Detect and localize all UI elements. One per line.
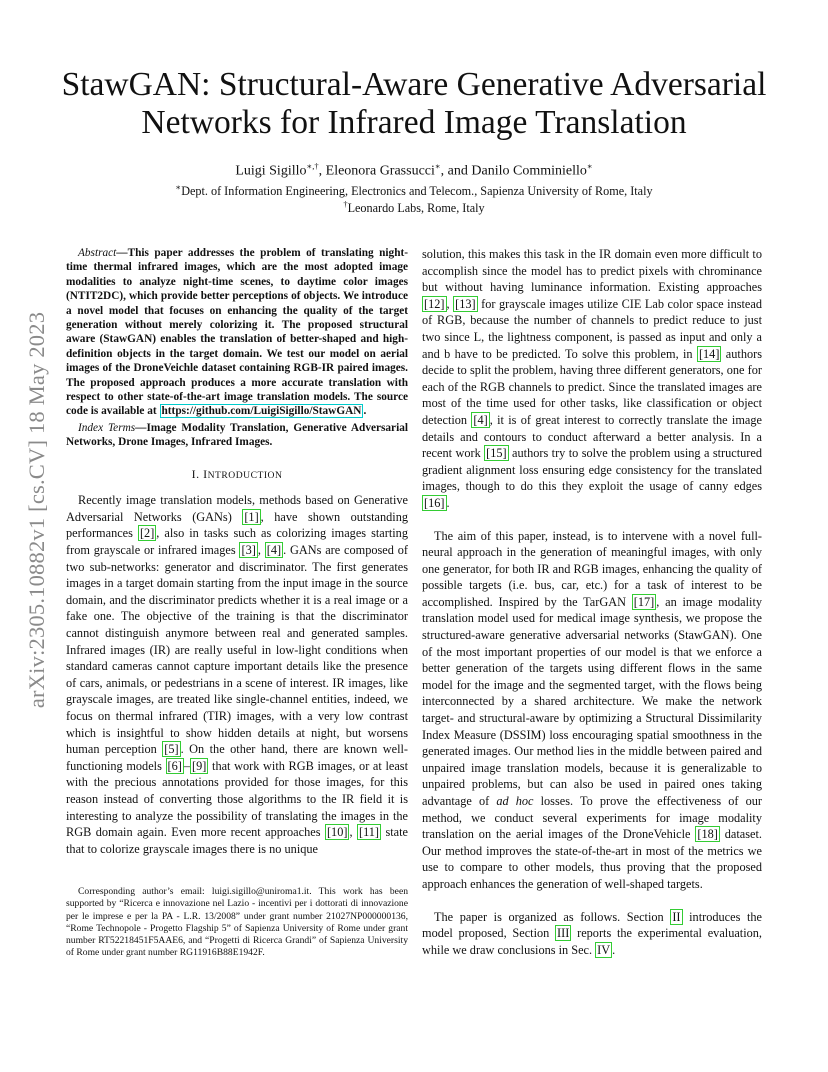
affiliation-marker: ∗ xyxy=(175,182,182,192)
citation-link[interactable]: [4] xyxy=(473,412,488,427)
paragraph-text: solution, this makes this task in the IR domain even more difficult to accomplish since the model has to predict pixels with chrominance but without having luminance information. Existing approaches xyxy=(422,247,762,295)
author-marker: ∗,† xyxy=(306,161,319,171)
citation-link[interactable]: [17] xyxy=(633,594,655,609)
citation-link[interactable]: [13] xyxy=(455,296,476,311)
italic-text: ad hoc xyxy=(496,794,534,808)
paragraph-text: authors decide to split the problem, having three different generators, one for each of the RGB channels to predict. Since the translated images are most of the time used for other tasks, like classification or object detection xyxy=(422,346,762,427)
author-marker: ∗ xyxy=(434,161,441,171)
section-title-rest: NTRODUCTION xyxy=(207,469,283,481)
paragraph-text: introduces the model proposed, Section xyxy=(422,909,762,941)
paragraph-text: . On the other hand, there are known well-functioning models xyxy=(66,742,408,773)
paragraph-text: for grayscale images utilize CIE Lab color space instead of RGB, because the number of channels to predict reduce to just two since L, the lightness component, is passed as input and only a and b have to be predicted. To solve this problem, in xyxy=(422,296,762,361)
citation-link[interactable]: [4] xyxy=(266,543,282,558)
paragraph-text: , an image modality translation model used for medical image synthesis, we propose the structured-aware generative adversarial networks (StawGAN). One of the most important properties of our model is that we enforce a better generation of the targets using different flows in the same model for the image and the segmented target, with the flows being interconnected by a shared architecture. We make the network target- and structural-aware by optimizing a Structural Dissimilarity Index Measure (DSSIM) loss encouraging spatial smoothness in the generated images. Our method lies in the middle between paired and unpaired image translation models, because it is generalizable to unpaired problems, but can also be used in paired ones taking advantage of xyxy=(422,594,763,808)
paragraph-text: state that to colorize grayscale images there is no unique xyxy=(66,825,409,856)
right-column xyxy=(422,246,762,958)
section-numeral: I. xyxy=(191,466,204,481)
intro-paragraph-1 xyxy=(66,492,408,857)
citation-link[interactable]: [12] xyxy=(424,296,445,311)
right-paragraph-3 xyxy=(422,909,762,959)
paragraph-text: that work with RGB images, or at least with the precious annotations provided for those images, for this reason instead of converting those algorithms to the IR field it is interesting to analyze the possibility of translating the images in the RGB domain again. Even more recent approaches xyxy=(66,758,408,840)
abstract xyxy=(66,246,408,419)
paragraph-text: Recently image translation models, methods based on Generative Adversarial Networks (GANs) xyxy=(66,493,408,524)
paragraph-text: – xyxy=(183,758,191,773)
abstract-text: —This paper addresses the problem of translating night-time thermal infrared images, which are the most adopted image modalities to analyze night-time scenes, to daytime color images (NTIT2DC), which provide better perceptions of objects. We introduce a novel model that focuses on enhancing the quality of the target generation without merely colorizing it. The proposed structural aware (StawGAN) enables the translation of better-shaped and high-definition objects in the target domain. We test our model on aerial images of the DroneVeichle dataset containing RGB-IR paired images. The proposed approach produces a more accurate translation with respect to other state-of-the-art image translation models. The source code is available at xyxy=(66,247,408,418)
paragraph-text: , xyxy=(349,825,357,840)
left-column xyxy=(66,246,408,857)
citation-link[interactable]: [15] xyxy=(486,446,507,461)
paragraph-text: , it is of great interest to correctly translate the image details and contours to conduct afterward a better analysis. In a recent work xyxy=(422,412,762,461)
paragraph-text: , xyxy=(446,296,454,311)
footnote-text: Corresponding author’s email: luigi.sigillo@uniroma1.it. This work has been supported by “Ricerca e innovazione nel Lazio - incentivi per i dottorati di innovazione per le imprese e per la PA - L.R. 13/2008” under grant number 21027NP000000136, “Rome Technopole - Progetto Flagship 5” of Sapienza University of Rome under grant number RT52218451F5AAE6, and “Progetti di Ricerca Grandi” of Sapienza University of Rome under grant number RG11916B88E1942F. xyxy=(66,886,408,959)
paragraph-text: reports the experimental evaluation, while we draw conclusions in Sec. xyxy=(422,926,763,957)
paragraph-text: . GANs are composed of two sub-networks: generator and discriminator. The first generates images in a target domain starting from the input image in the source domain, and the discriminator predicts whether it is a real image or a fake one. The objective of the training is that the discriminator cannot distinguish anymore between real and generated samples. Infrared images (IR) are really useful in low-light conditions when standard cameras cannot capture important details like the presence of cars, animals, or pedestrians in a scene of interest. IR images, like grayscale images, are treated like single-channel entities, indeed, we focus on thermal infrared (TIR) images, with a very low contrast which is insightful to show hidden details at night, but worsens human perception xyxy=(66,543,408,757)
author-name: , and Danilo Comminiello xyxy=(440,163,587,179)
citation-link[interactable]: [11] xyxy=(358,825,380,840)
citation-link[interactable]: [1] xyxy=(244,509,259,524)
index-terms xyxy=(66,421,408,450)
author-list xyxy=(60,161,768,180)
section-title-initial: I xyxy=(203,466,208,481)
paragraph-text: . xyxy=(446,495,450,510)
paragraph-text: authors try to solve the problem using a structured gradient alignment loss ensuring edge consistency for the translated images, though to do this they exploit the usage of canny edges xyxy=(422,446,762,494)
affiliation-2 xyxy=(60,199,768,216)
author-marker: ∗ xyxy=(586,161,593,171)
citation-link[interactable]: [18] xyxy=(697,827,718,842)
citation-link[interactable]: II xyxy=(672,909,681,924)
affiliation-marker: † xyxy=(343,199,348,209)
footnote xyxy=(66,886,408,960)
affiliation-text: Dept. of Information Engineering, Electronics and Telecom., Sapienza University of Rome, Italy xyxy=(181,184,653,199)
paragraph-text: dataset. Our method improves the state-of-the-art in most of the metrics we use to compare to other models, thus proving that the proposed approach enhances the generation of well-shaped targets. xyxy=(422,827,762,891)
right-paragraph-2 xyxy=(422,528,762,893)
affiliation-text: Leonardo Labs, Rome, Italy xyxy=(347,201,485,216)
source-code-link[interactable]: https://github.com/LuigiSigillo/StawGAN xyxy=(161,405,362,418)
paragraph-text: , also in tasks such as colorizing images starting from grayscale or infrared images xyxy=(66,526,408,558)
index-terms-text: —Image Modality Translation, Generative Adversarial Networks, Drone Images, Infrared Images. xyxy=(66,421,408,449)
paragraph-text: The paper is organized as follows. Section xyxy=(434,909,671,924)
citation-link[interactable]: [9] xyxy=(192,758,207,773)
abstract-end: . xyxy=(363,405,367,418)
section-heading-introduction xyxy=(66,466,408,485)
citation-link[interactable]: [2] xyxy=(139,526,155,541)
citation-link[interactable]: [16] xyxy=(424,495,445,510)
paragraph-text: The aim of this paper, instead, is to intervene with a novel full-neural approach in the generation of meaningful images, with only one generator, for both IR and RGB images, enhancing the quality of possible targets (i.e. bus, car, etc.) for a task of interest to be accomplished. Inspired by the TarGAN xyxy=(422,528,762,609)
paragraph-text: . xyxy=(612,942,616,957)
citation-link[interactable]: [6] xyxy=(167,758,182,773)
arxiv-identifier: arXiv:2305.10882v1 [cs.CV] 18 May 2023 xyxy=(24,311,49,709)
citation-link[interactable]: IV xyxy=(597,942,611,957)
right-paragraph-1 xyxy=(422,246,762,512)
index-terms-label: Index Terms xyxy=(78,421,136,434)
author-name: Luigi Sigillo xyxy=(235,163,307,179)
citation-link[interactable]: [5] xyxy=(164,742,179,757)
paragraph-text: , have shown outstanding performances xyxy=(66,509,408,541)
author-name: , Eleonora Grassucci xyxy=(318,163,435,179)
citation-link[interactable]: [10] xyxy=(326,825,348,840)
paragraph-text: losses. To prove the effectiveness of our method, we conduct several experiments for image modality translation on the aerial images of the DroneVehicle xyxy=(422,794,762,842)
paper-title: StawGAN: Structural-Aware Generative Adversarial Networks for Infrared Image Translation xyxy=(61,66,767,141)
abstract-label: Abstract xyxy=(78,247,117,259)
citation-link[interactable]: III xyxy=(557,926,570,941)
citation-link[interactable]: [3] xyxy=(241,543,256,558)
citation-link[interactable]: [14] xyxy=(698,346,720,361)
paragraph-text: , xyxy=(257,543,265,558)
arxiv-side-label xyxy=(22,270,52,750)
affiliation-1 xyxy=(60,182,768,199)
